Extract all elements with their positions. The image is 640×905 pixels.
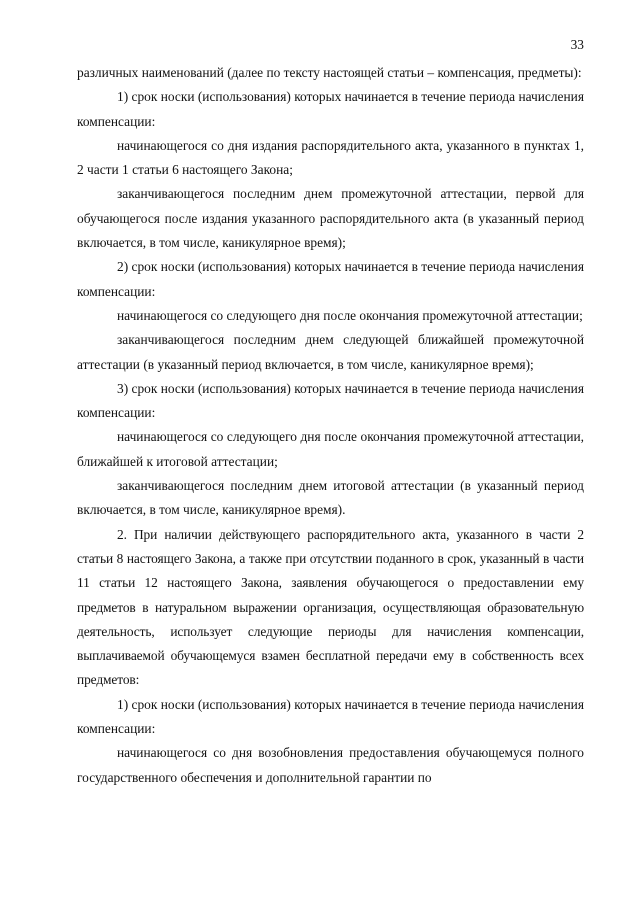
paragraph-period-end: заканчивающегося последним днем промежуточной аттестации, первой для обучающегося после издания указанного распорядительного акта (в указанный период включается, в том числе, каникулярное время); — [77, 186, 584, 251]
paragraph-section-2: 2. При наличии действующего распорядительного акта, указанного в части 2 статьи 8 настоящего Закона, а также при отсутствии поданного в срок, указанный в части 11 статьи 12 настоящего Закона, заявления обучающегося о предоставлении ему предметов в натуральном выражении организация, осуществляющая образовательную деятельность, использует следующие периоды для начисления компенсации, выплачиваемой обучающемуся взамен бесплатной передачи ему в собственность всех предметов: — [77, 526, 584, 688]
paragraph-period-end: заканчивающегося последним днем следующей ближайшей промежуточной аттестации (в указанный период включается, в том числе, каникулярное время); — [77, 332, 584, 372]
paragraph-period-start: начинающегося со следующего дня после окончания промежуточной аттестации, ближайшей к итоговой аттестации; — [77, 429, 584, 469]
paragraph-period-start: начинающегося со дня возобновления предоставления обучающемуся полного государственного обеспечения и дополнительной гарантии по — [77, 745, 584, 785]
paragraph-item-3: 3) срок носки (использования) которых начинается в течение периода начисления компенсации: — [77, 380, 584, 421]
paragraph-continuation: различных наименований (далее по тексту настоящей статьи – компенсация, предметы): — [77, 65, 582, 80]
document-body — [77, 61, 584, 790]
paragraph-period-start: начинающегося со дня издания распорядительного акта, указанного в пунктах 1, 2 части 1 статьи 6 настоящего Закона; — [77, 137, 584, 178]
paragraph-period-end: заканчивающегося последним днем итоговой аттестации (в указанный период включается, в том числе, каникулярное время). — [77, 478, 584, 518]
paragraph-period-start: начинающегося со следующего дня после окончания промежуточной аттестации; — [117, 307, 583, 323]
paragraph-item-1: 1) срок носки (использования) которых начинается в течение периода начисления компенсации: — [77, 696, 584, 737]
page-number: 33 — [570, 37, 584, 52]
paragraph-item-1: 1) срок носки (использования) которых начинается в течение периода начисления компенсации: — [77, 89, 584, 129]
paragraph-item-2: 2) срок носки (использования) которых начинается в течение периода начисления компенсации: — [77, 259, 584, 299]
